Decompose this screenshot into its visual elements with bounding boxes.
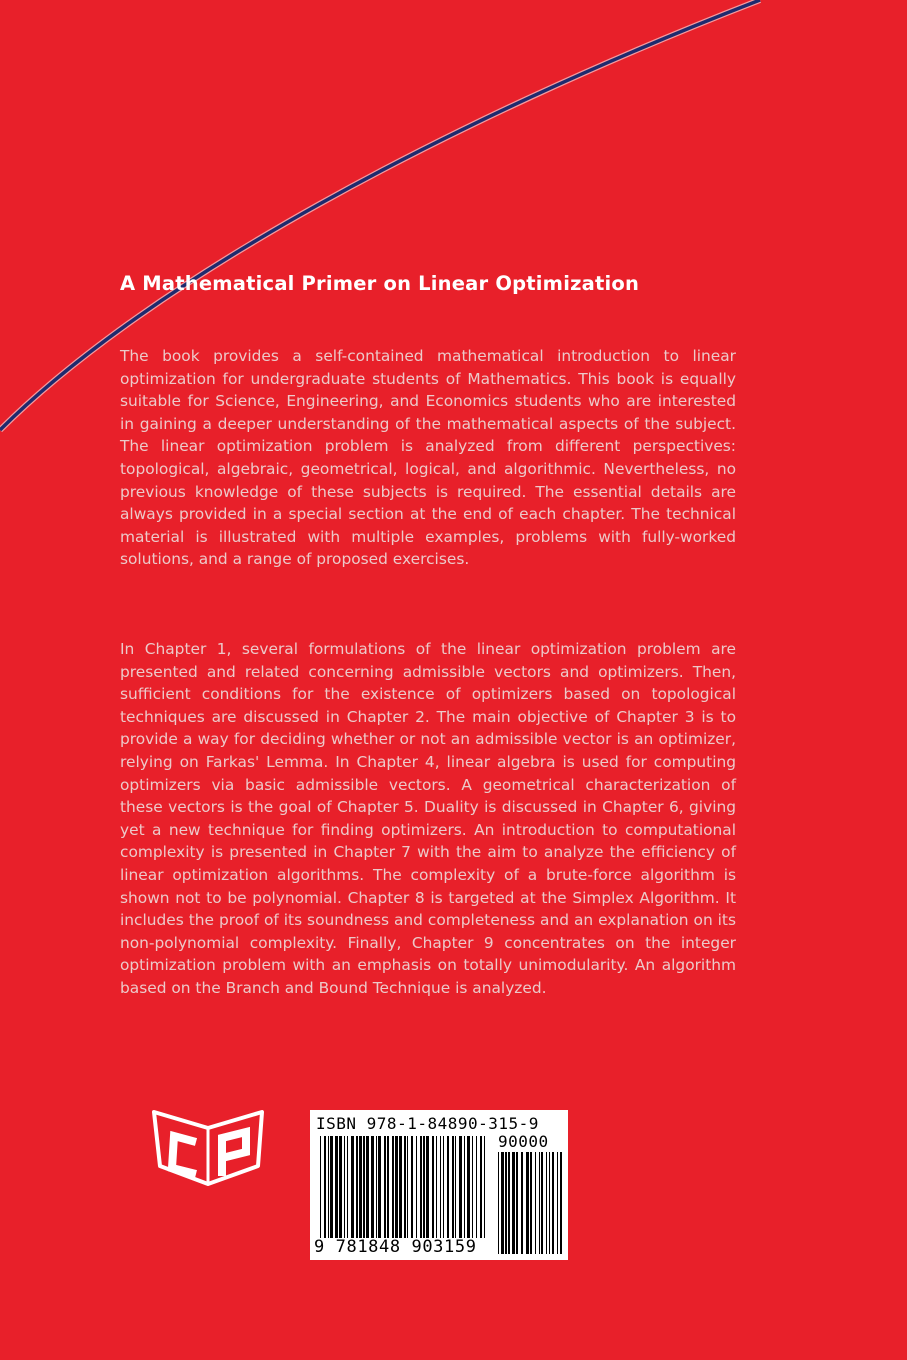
barcode-bar: [378, 1136, 381, 1238]
barcode-bar: [472, 1136, 473, 1238]
publisher-logo-icon: [150, 1108, 268, 1188]
barcode-bar: [351, 1136, 354, 1238]
barcode-bar: [539, 1152, 540, 1254]
barcode-bar: [387, 1136, 389, 1238]
barcode-bar: [416, 1136, 417, 1238]
barcode-bar: [359, 1136, 362, 1238]
barcode-bar: [505, 1152, 507, 1254]
barcode-bar: [420, 1136, 422, 1238]
barcode-bar: [440, 1136, 441, 1238]
barcode-bar: [328, 1136, 329, 1238]
barcode-bar: [501, 1152, 504, 1254]
barcode-bar: [508, 1152, 510, 1254]
barcode-bar: [423, 1136, 425, 1238]
barcode-bar: [407, 1136, 408, 1238]
barcode-bar: [480, 1136, 482, 1238]
description-paragraph-2: In Chapter 1, several formulations of the linear optimization problem are presented and related concerning admissible vectors and optimizers. Then, sufficient conditions for the existence of optimizers based on topological techniques are discussed in Chapter 2. The main objective of Chapter 3 is to provide a way for deciding whether or not an admissible vector is an optimizer, relying on Farkas' Lemma. In Chapter 4, linear algebra is used for computing optimizers via basic admissible vectors. A geometrical characterization of these vectors is the goal of Chapter 5. Duality is discussed in Chapter 6, giving yet a new technique for finding optimizers. An introduction to computational complexity is presented in Chapter 7 with the aim to analyze the efficiency of linear optimization algorithms. The complexity of a brute-force algorithm is shown not to be polynomial. Chapter 8 is targeted at the Simplex Algorithm. It includes the proof of its soundness and completeness and an explanation on its non-polynomial complexity. Finally, Chapter 9 concentrates on the integer optimization problem with an emphasis on totally unimodularity. An algorithm based on the Branch and Bound Technique is analyzed.: [120, 640, 736, 997]
barcode-bar: [436, 1136, 437, 1238]
barcode-bar: [366, 1136, 369, 1238]
barcode-bar: [335, 1136, 338, 1238]
barcode-bar: [426, 1136, 429, 1238]
isbn-label: ISBN 978-1-84890-315-9: [316, 1114, 539, 1133]
barcode-bar: [411, 1136, 413, 1238]
ean-digits: 9 781848 903159: [314, 1237, 477, 1257]
barcode-bar: [535, 1152, 536, 1254]
barcode-bar: [467, 1136, 470, 1238]
barcode-bar: [395, 1136, 398, 1238]
barcode-bar: [512, 1152, 515, 1254]
barcode-bar: [447, 1136, 449, 1238]
barcode-bar: [320, 1136, 321, 1238]
barcode-bar: [392, 1136, 394, 1238]
barcode-bar: [526, 1152, 529, 1254]
price-code: 90000: [498, 1132, 549, 1151]
barcode-bar: [404, 1136, 406, 1238]
barcode-bar: [541, 1152, 543, 1254]
addon-barcode-bars: [498, 1152, 562, 1254]
barcode-bar: [339, 1136, 342, 1238]
barcode-bar: [530, 1152, 532, 1254]
barcode-bar: [330, 1136, 333, 1238]
barcode-bar: [455, 1136, 456, 1238]
barcode-bar: [371, 1136, 374, 1238]
barcode-bar: [324, 1136, 326, 1238]
barcode-bar: [521, 1152, 523, 1254]
barcode-bar: [560, 1152, 562, 1254]
barcode-bar: [464, 1136, 465, 1238]
barcode-bar: [432, 1136, 434, 1238]
barcode-bar: [452, 1136, 454, 1238]
ean-barcode-bars: [320, 1136, 485, 1238]
barcode-bar: [476, 1136, 477, 1238]
book-title: A Mathematical Primer on Linear Optimization: [120, 272, 640, 295]
barcode-bar: [516, 1152, 518, 1254]
isbn-barcode: [310, 1110, 568, 1260]
barcode-bar: [498, 1152, 499, 1254]
description-paragraph-1: The book provides a self-contained mathematical introduction to linear optimization for undergraduate students of Mathematics. This book is equally suitable for Science, Engineering, and Economics students who are interested in gaining a deeper understanding of the mathematical aspects of the subject. The linear optimization problem is analyzed from different perspectives: topological, algebraic, geometrical, logical, and algorithmic. Nevertheless, no previous knowledge of these subjects is required. The essential details are always provided in a special section at the end of each chapter. The technical material is illustrated with multiple examples, problems with fully-worked solutions, and a range of proposed exercises.: [120, 347, 736, 569]
barcode-bar: [376, 1136, 377, 1238]
barcode-bar: [484, 1136, 485, 1238]
barcode-bar: [546, 1152, 547, 1254]
barcode-bar: [356, 1136, 358, 1238]
barcode-bar: [363, 1136, 365, 1238]
barcode-bar: [443, 1136, 444, 1238]
barcode-bar: [557, 1152, 558, 1254]
barcode-bar: [344, 1136, 345, 1238]
barcode-bar: [459, 1136, 462, 1238]
barcode-bar: [399, 1136, 402, 1238]
barcode-bar: [384, 1136, 386, 1238]
barcode-bar: [347, 1136, 348, 1238]
barcode-bar: [552, 1152, 554, 1254]
barcode-bar: [549, 1152, 550, 1254]
